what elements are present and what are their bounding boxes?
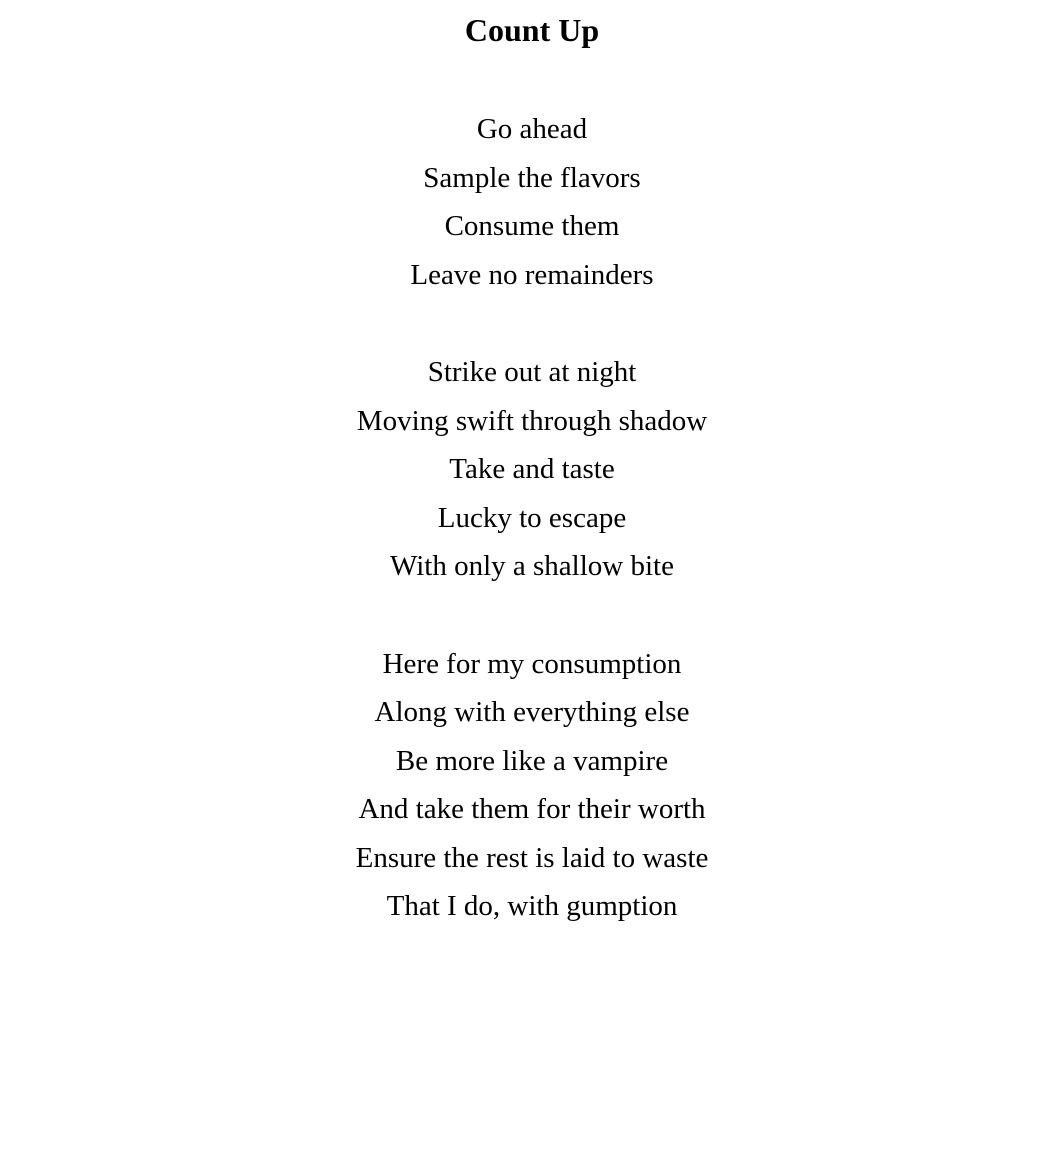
poem-line: Strike out at night: [427, 356, 637, 388]
stanza-2: [0, 348, 1064, 591]
poem-line: With only a shallow bite: [390, 550, 674, 582]
poem-line: Take and taste: [449, 453, 615, 485]
poem-line: Be more like a vampire: [395, 744, 669, 777]
poem-line: Here for my consumption: [382, 647, 682, 680]
poem-line: Consume them: [444, 210, 620, 242]
poem-line: Lucky to escape: [437, 501, 627, 534]
poem-line: And take them for their worth: [358, 793, 706, 825]
poem-line: That I do, with gumption: [386, 890, 678, 922]
stanza-3: [0, 640, 1064, 931]
poem-line: Leave no remainders: [410, 258, 654, 291]
poem-line: Go ahead: [476, 113, 588, 145]
poem-line: Ensure the rest is laid to waste: [355, 841, 709, 874]
poem-title: Count Up: [464, 12, 600, 48]
poem-line: Moving swift through shadow: [356, 404, 708, 437]
poem-line: Sample the flavors: [423, 161, 641, 194]
stanza-1: [0, 105, 1064, 299]
poem-line: Along with everything else: [374, 696, 690, 728]
